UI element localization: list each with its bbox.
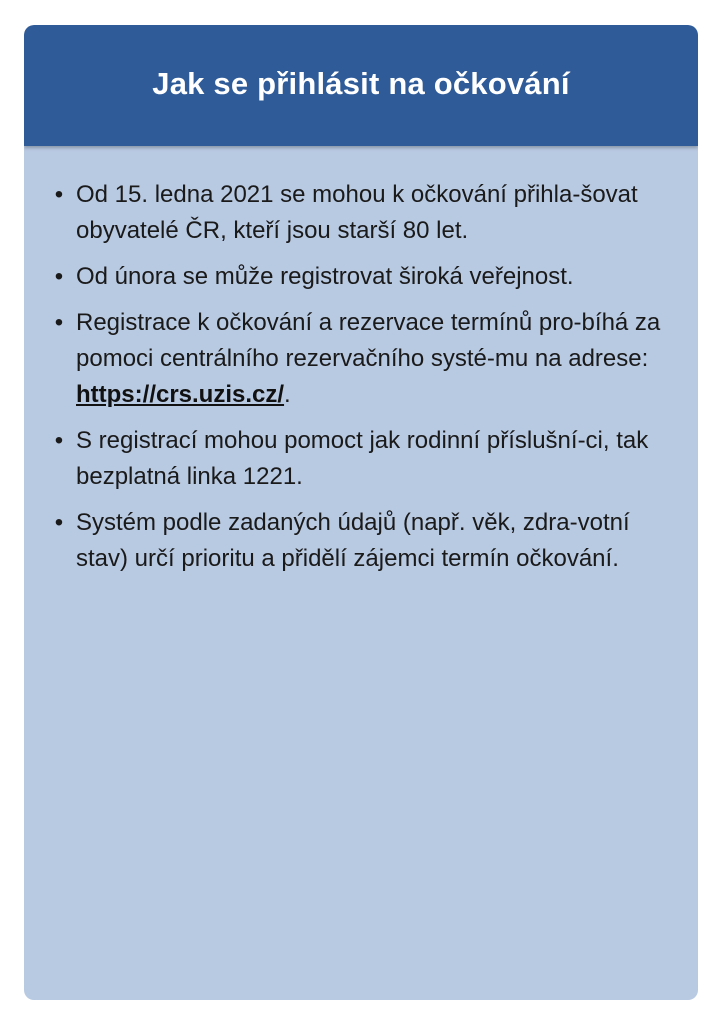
card-header: [24, 25, 698, 146]
bullet-icon: •: [54, 181, 64, 208]
bullet-icon: •: [54, 263, 64, 290]
page-title: Jak se přihlásit na očkování: [152, 65, 570, 101]
bullet-icon: •: [54, 509, 64, 536]
list-item: [42, 505, 662, 577]
list-item-text: Od 15. ledna 2021 se mohou k očkování přihla-šovat obyvatelé ČR, kteří jsou starší 80 let.: [76, 181, 638, 244]
info-card: [24, 25, 698, 1000]
list-item: [42, 259, 662, 295]
list-item-text: [76, 305, 662, 413]
list-item: [42, 423, 662, 495]
list-item-text: Od února se může registrovat široká veřejnost.: [76, 263, 574, 290]
list-item-text-after-link: .: [284, 381, 291, 408]
bullet-icon: •: [54, 309, 64, 336]
list-item: [42, 305, 662, 413]
list-item-text-before-link: Registrace k očkování a rezervace termínů pro-bíhá za pomoci centrálního rezervačního systé-mu na adrese:: [76, 309, 661, 372]
list-item: [42, 177, 662, 249]
bullet-list: [24, 146, 698, 577]
registration-link[interactable]: https://crs.uzis.cz/: [76, 381, 285, 408]
bullet-icon: •: [54, 427, 64, 454]
list-item-text: Systém podle zadaných údajů (např. věk, zdra-votní stav) určí prioritu a přidělí zájemci termín očkování.: [76, 509, 630, 572]
list-item-text: S registrací mohou pomoct jak rodinní příslušní-ci, tak bezplatná linka 1221.: [76, 427, 649, 490]
